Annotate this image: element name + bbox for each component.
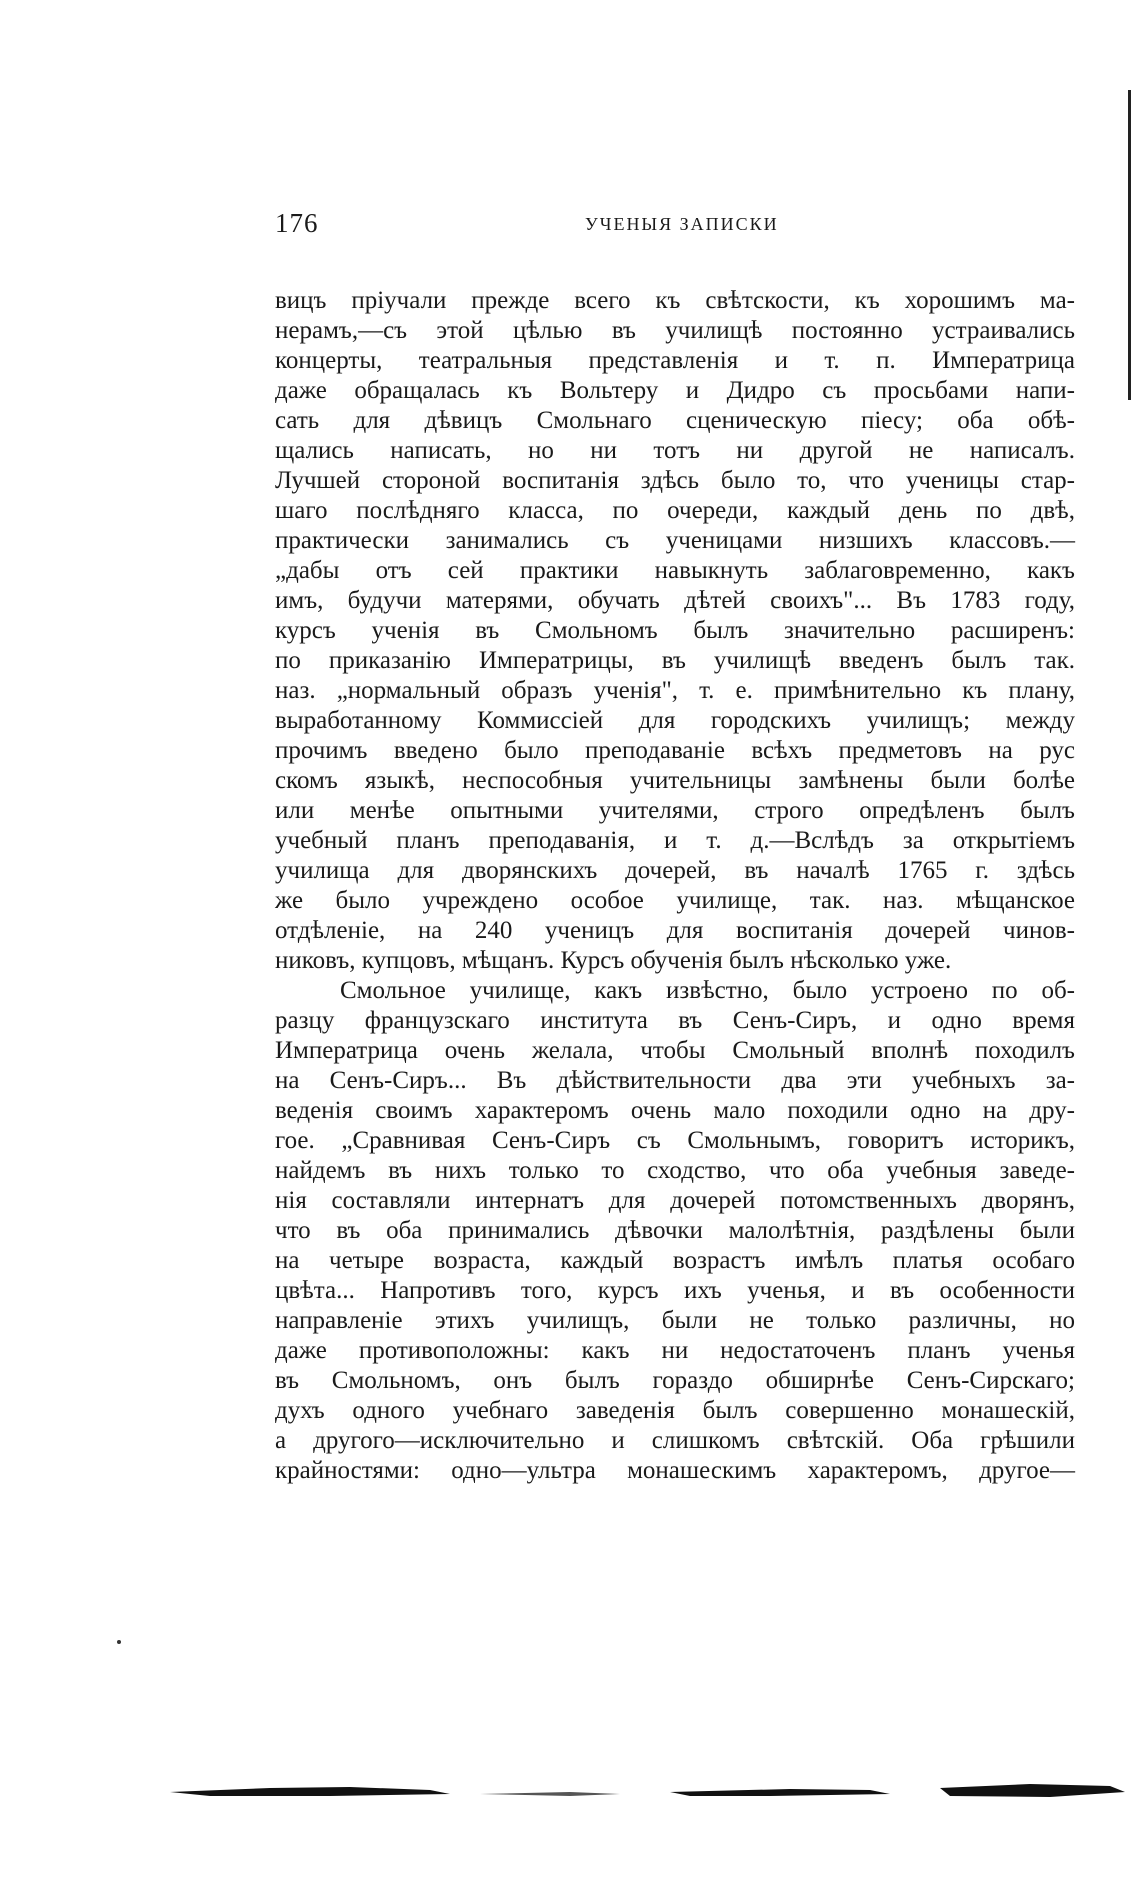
- scan-smudge-middle: [480, 1792, 620, 1796]
- text-line: даже противоположны: какъ ни недостаточенъ планъ ученья: [275, 1337, 1075, 1364]
- text-line: или менѣе опытными учителями, строго опредѣленъ былъ: [275, 797, 1075, 824]
- text-line: цвѣта... Напротивъ того, курсъ ихъ ученья, и въ особенности: [275, 1277, 1075, 1304]
- text-line: скомъ языкѣ, неспособныя учительницы замѣнены были болѣе: [275, 767, 1075, 794]
- text-line: нія составляли интернатъ для дочерей потомственныхъ дворянъ,: [275, 1187, 1075, 1214]
- text-line: же было учреждено особое училище, так. наз. мѣщанское: [275, 887, 1075, 914]
- text-line: „дабы отъ сей практики навыкнуть заблаговременно, какъ: [275, 557, 1075, 584]
- text-line: концерты, театральныя представленія и т. п. Императрица: [275, 347, 1075, 374]
- text-line: духъ одного учебнаго заведенія былъ совершенно монашескій,: [275, 1397, 1075, 1424]
- text-line: практически занимались съ ученицами низшихъ классовъ.—: [275, 527, 1075, 554]
- text-line: Смольное училище, какъ извѣстно, было устроено по об-: [340, 977, 1075, 1004]
- text-line: Императрица очень желала, чтобы Смольный вполнѣ походилъ: [275, 1037, 1075, 1064]
- text-line: училища для дворянскихъ дочерей, въ началѣ 1765 г. здѣсь: [275, 857, 1075, 884]
- text-line: отдѣленіе, на 240 ученицъ для воспитанія дочерей чинов-: [275, 917, 1075, 944]
- text-line: нерамъ,—съ этой цѣлью въ училищѣ постоянно устраивались: [275, 317, 1075, 344]
- text-line: гое. „Сравнивая Сенъ-Сиръ съ Смольнымъ, говоритъ историкъ,: [275, 1127, 1075, 1154]
- text-line: наз. „нормальный образъ ученія", т. е. примѣнительно къ плану,: [275, 677, 1075, 704]
- text-line: выработанному Коммиссіей для городскихъ училищъ; между: [275, 707, 1075, 734]
- scan-smudge-right-a: [670, 1789, 890, 1796]
- text-line: разцу французскаго института въ Сенъ-Сиръ, и одно время: [275, 1007, 1075, 1034]
- text-line: въ Смольномъ, онъ былъ гораздо обширнѣе Сенъ-Сирскаго;: [275, 1367, 1075, 1394]
- text-line: прочимъ введено было преподаваніе всѣхъ предметовъ на рус: [275, 737, 1075, 764]
- text-line: Лучшей стороной воспитанія здѣсь было то, что ученицы стар-: [275, 467, 1075, 494]
- text-line: найдемъ въ нихъ только то сходство, что оба учебныя заведе-: [275, 1157, 1075, 1184]
- text-line: сать для дѣвицъ Смольнаго сценическую піесу; оба обѣ-: [275, 407, 1075, 434]
- text-line: вицъ пріучали прежде всего къ свѣтскости, къ хорошимъ ма-: [275, 287, 1075, 314]
- text-line: по приказанію Императрицы, въ училищѣ введенъ былъ так.: [275, 647, 1075, 674]
- page-number: 176: [275, 208, 319, 238]
- text-line: учебный планъ преподаванія, и т. д.—Вслѣдъ за открытіемъ: [275, 827, 1075, 854]
- scan-speck: [117, 1640, 121, 1644]
- text-line: на четыре возраста, каждый возрастъ имѣлъ платья особаго: [275, 1247, 1075, 1274]
- scan-bottom-artifact: [150, 1770, 1130, 1800]
- scan-smudge-left: [170, 1787, 450, 1796]
- scan-smudge-right-b: [940, 1784, 1125, 1797]
- text-line: на Сенъ-Сиръ... Въ дѣйствительности два эти учебныхъ за-: [275, 1067, 1075, 1094]
- text-line: крайностями: одно—ультра монашескимъ характеромъ, другое—: [275, 1457, 1075, 1484]
- page-header: [275, 208, 1075, 248]
- scan-margin-rule: [1128, 90, 1131, 400]
- text-line: веденія своимъ характеромъ очень мало походили одно на дру-: [275, 1097, 1075, 1124]
- body-text: [275, 286, 1075, 1486]
- text-line: шаго послѣдняго класса, по очереди, каждый день по двѣ,: [275, 497, 1075, 524]
- text-line: курсъ ученія въ Смольномъ былъ значительно расширенъ:: [275, 617, 1075, 644]
- text-line: имъ, будучи матерями, обучать дѣтей своихъ"... Въ 1783 году,: [275, 587, 1075, 614]
- text-line: никовъ, купцовъ, мѣщанъ. Курсъ обученія былъ нѣсколько уже.: [275, 947, 952, 974]
- text-line: щались написать, но ни тотъ ни другой не написалъ.: [275, 437, 1075, 464]
- running-head: УЧЕНЫЯ ЗАПИСКИ: [585, 214, 779, 234]
- text-line: направленіе этихъ училищъ, были не только различны, но: [275, 1307, 1075, 1334]
- text-line: что въ оба принимались дѣвочки малолѣтнія, раздѣлены были: [275, 1217, 1075, 1244]
- text-line: даже обращалась къ Вольтеру и Дидро съ просьбами напи-: [275, 377, 1075, 404]
- text-line: а другого—исключительно и слишкомъ свѣтскій. Оба грѣшили: [275, 1427, 1075, 1454]
